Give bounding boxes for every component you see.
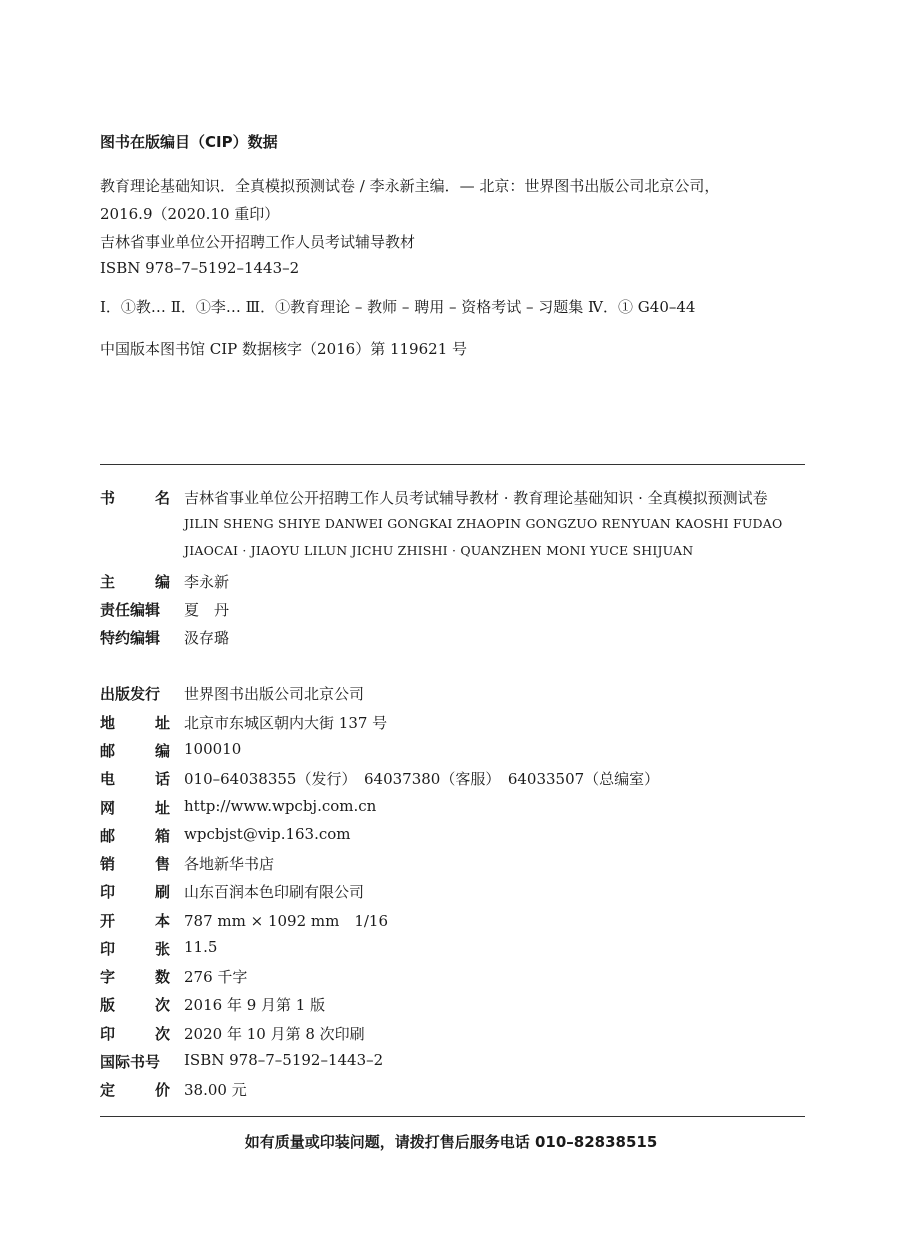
title-value: 吉林省事业单位公开招聘工作人员考试辅导教材 · 教育理论基础知识 · 全真模拟预测试卷	[184, 489, 768, 507]
format-value: 787 mm × 1092 mm 1/16	[184, 912, 389, 930]
bottom-divider	[100, 1116, 805, 1117]
editor-label: 主 编	[100, 573, 170, 591]
email-value[interactable]: wpcbjst@vip.163.com	[184, 825, 351, 843]
sheets-label: 印 张	[100, 940, 170, 958]
title-pinyin-1: JILIN SHENG SHIYE DANWEI GONGKAI ZHAOPIN GONGZUO RENYUAN KAOSHI FUDAO	[184, 516, 783, 531]
cip-classification: Ⅰ．①教… Ⅱ．①李… Ⅲ．①教育理论 – 教师 – 聘用 – 资格考试 – 习题集 Ⅳ．① G40–44	[100, 298, 696, 316]
cip-line-1: 教育理论基础知识．全真模拟预测试卷 / 李永新主编．— 北京：世界图书出版公司北京公司，	[100, 177, 720, 195]
publisher-label: 出版发行	[100, 685, 161, 703]
publisher-value: 世界图书出版公司北京公司	[184, 685, 365, 703]
special-editor-value: 汲存璐	[184, 629, 230, 647]
title-label: 书 名	[100, 489, 170, 507]
price-value: 38.00 元	[184, 1081, 247, 1099]
top-divider	[100, 464, 805, 465]
cip-heading: 图书在版编目（CIP）数据	[100, 133, 278, 151]
postcode-value: 100010	[184, 740, 242, 758]
words-value: 276 千字	[184, 968, 248, 986]
cip-isbn: ISBN 978–7–5192–1443–2	[100, 259, 300, 277]
cip-line-2: 2016.9（2020.10 重印）	[100, 205, 280, 223]
format-label: 开 本	[100, 912, 170, 930]
website-value[interactable]: http://www.wpcbj.com.cn	[184, 797, 377, 815]
responsible-editor-value: 夏 丹	[184, 601, 230, 619]
print-run-value: 2020 年 10 月第 8 次印刷	[184, 1025, 365, 1043]
website-label: 网 址	[100, 799, 170, 817]
address-value: 北京市东城区朝内大街 137 号	[184, 714, 388, 732]
postcode-label: 邮 编	[100, 742, 170, 760]
sheets-value: 11.5	[184, 938, 218, 956]
isbn-value: ISBN 978–7–5192–1443–2	[184, 1051, 384, 1069]
sales-label: 销 售	[100, 855, 170, 873]
printer-value: 山东百润本色印刷有限公司	[184, 883, 365, 901]
cip-record-number: 中国版本图书馆 CIP 数据核字（2016）第 119621 号	[100, 340, 468, 358]
sales-value: 各地新华书店	[184, 855, 275, 873]
phone-label: 电 话	[100, 770, 170, 788]
after-sales-note: 如有质量或印装问题，请拨打售后服务电话 010–82838515	[244, 1133, 658, 1151]
edition-label: 版 次	[100, 996, 170, 1014]
email-label: 邮 箱	[100, 827, 170, 845]
edition-value: 2016 年 9 月第 1 版	[184, 996, 326, 1014]
address-label: 地 址	[100, 714, 170, 732]
responsible-editor-label: 责任编辑	[100, 601, 161, 619]
cip-line-3: 吉林省事业单位公开招聘工作人员考试辅导教材	[100, 233, 416, 251]
editor-value: 李永新	[184, 573, 230, 591]
title-pinyin-2: JIAOCAI · JIAOYU LILUN JICHU ZHISHI · QUANZHEN MONI YUCE SHIJUAN	[184, 543, 694, 558]
printer-label: 印 刷	[100, 883, 170, 901]
print-run-label: 印 次	[100, 1025, 170, 1043]
isbn-label: 国际书号	[100, 1053, 161, 1071]
special-editor-label: 特约编辑	[100, 629, 161, 647]
phone-value: 010–64038355（发行） 64037380（客服） 64033507（总编室）	[184, 770, 660, 788]
words-label: 字 数	[100, 968, 170, 986]
price-label: 定 价	[100, 1081, 170, 1099]
